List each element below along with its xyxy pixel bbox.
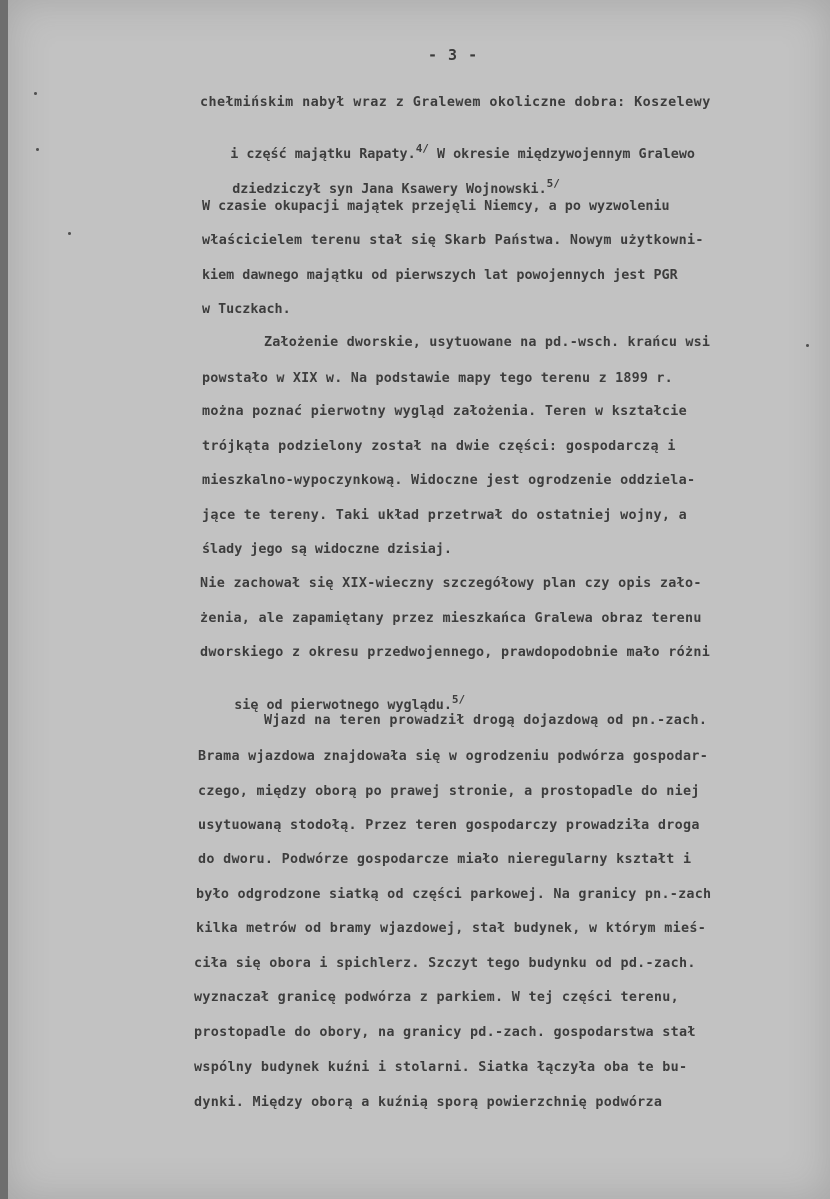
text-line-21: czego, między oborą po prawej stronie, a prostopadle do niej	[198, 784, 700, 799]
text-line-24: było odgrodzone siatką od części parkowej. Na granicy pn.-zach	[196, 887, 712, 902]
text-line-23: do dworu. Podwórze gospodarcze miało nieregularny kształt i	[198, 852, 692, 867]
text-line-14: ślady jego są widoczne dzisiaj.	[202, 542, 452, 557]
scan-speck	[68, 232, 71, 235]
text-line-29: wspólny budynek kuźni i stolarni. Siatka łączyła oba te bu-	[194, 1060, 688, 1075]
text-line-3a: dziedziczył syn Jana Ksawery Wojnowski.	[232, 182, 547, 198]
text-line-15: Nie zachował się XIX-wieczny szczegółowy plan czy opis zało-	[200, 576, 702, 591]
scan-edge	[0, 0, 8, 1199]
text-line-2a: i część majątku Rapaty.	[230, 147, 416, 163]
text-line-11: trójkąta podzielony został na dwie części: gospodarczą i	[202, 439, 676, 454]
text-line-25: kilka metrów od bramy wjazdowej, stał budynek, w którym mieś-	[196, 921, 707, 936]
footnote-ref-5a: 5/	[546, 177, 560, 191]
text-line-17: dworskiego z okresu przedwojennego, prawdopodobnie mało różni	[200, 645, 711, 660]
text-line-22: usytuowaną stodołą. Przez teren gospodarczy prowadziła droga	[198, 818, 700, 833]
text-line-20: Brama wjazdowa znajdowała się w ogrodzeniu podwórza gospodar-	[198, 749, 709, 764]
text-line-9: powstało w XIX w. Na podstawie mapy tego terenu z 1899 r.	[202, 371, 673, 386]
text-line-1: chełmińskim nabył wraz z Gralewem okoliczne dobra: Koszelewy	[200, 95, 711, 110]
text-line-6: kiem dawnego majątku od pierwszych lat powojennych jest PGR	[202, 268, 678, 283]
text-line-18a: się od pierwotnego wyglądu.	[234, 698, 452, 714]
text-line-4: W czasie okupacji majątek przejęli Niemcy, a po wyzwoleniu	[202, 199, 670, 214]
page-number: - 3 -	[428, 46, 479, 64]
footnote-ref-4: 4/	[415, 142, 429, 156]
text-line-19: Wjazd na teren prowadził drogą dojazdową od pn.-zach.	[264, 713, 708, 728]
scan-speck	[806, 344, 809, 347]
text-line-28: prostopadle do obory, na granicy pd.-zach. gospodarstwa stał	[194, 1025, 696, 1040]
text-line-13: jące te tereny. Taki układ przetrwał do ostatniej wojny, a	[202, 508, 687, 523]
text-line-12: mieszkalno-wypoczynkową. Widoczne jest ogrodzenie oddziela-	[202, 473, 696, 488]
text-line-8: Założenie dworskie, usytuowane na pd.-wsch. krańcu wsi	[264, 335, 711, 350]
text-line-30: dynki. Między oborą a kuźnią sporą powierzchnię podwórza	[194, 1095, 663, 1110]
footnote-ref-5b: 5/	[451, 693, 466, 707]
document-page	[8, 0, 830, 1199]
text-line-26: ciła się obora i spichlerz. Szczyt tego budynku od pd.-zach.	[194, 956, 696, 971]
scan-speck	[36, 148, 39, 151]
scan-speck	[34, 92, 37, 95]
text-line-2b: W okresie międzywojennym Gralewo	[428, 147, 695, 163]
text-line-5: właścicielem terenu stał się Skarb Państwa. Nowym użytkowni-	[202, 233, 704, 248]
text-line-7: w Tuczkach.	[202, 302, 291, 317]
text-line-27: wyznaczał granicę podwórza z parkiem. W tej części terenu,	[194, 990, 679, 1005]
text-line-10: można poznać pierwotny wygląd założenia. Teren w kształcie	[202, 404, 687, 419]
text-line-16: żenia, ale zapamiętany przez mieszkańca Gralewa obraz terenu	[200, 611, 702, 626]
